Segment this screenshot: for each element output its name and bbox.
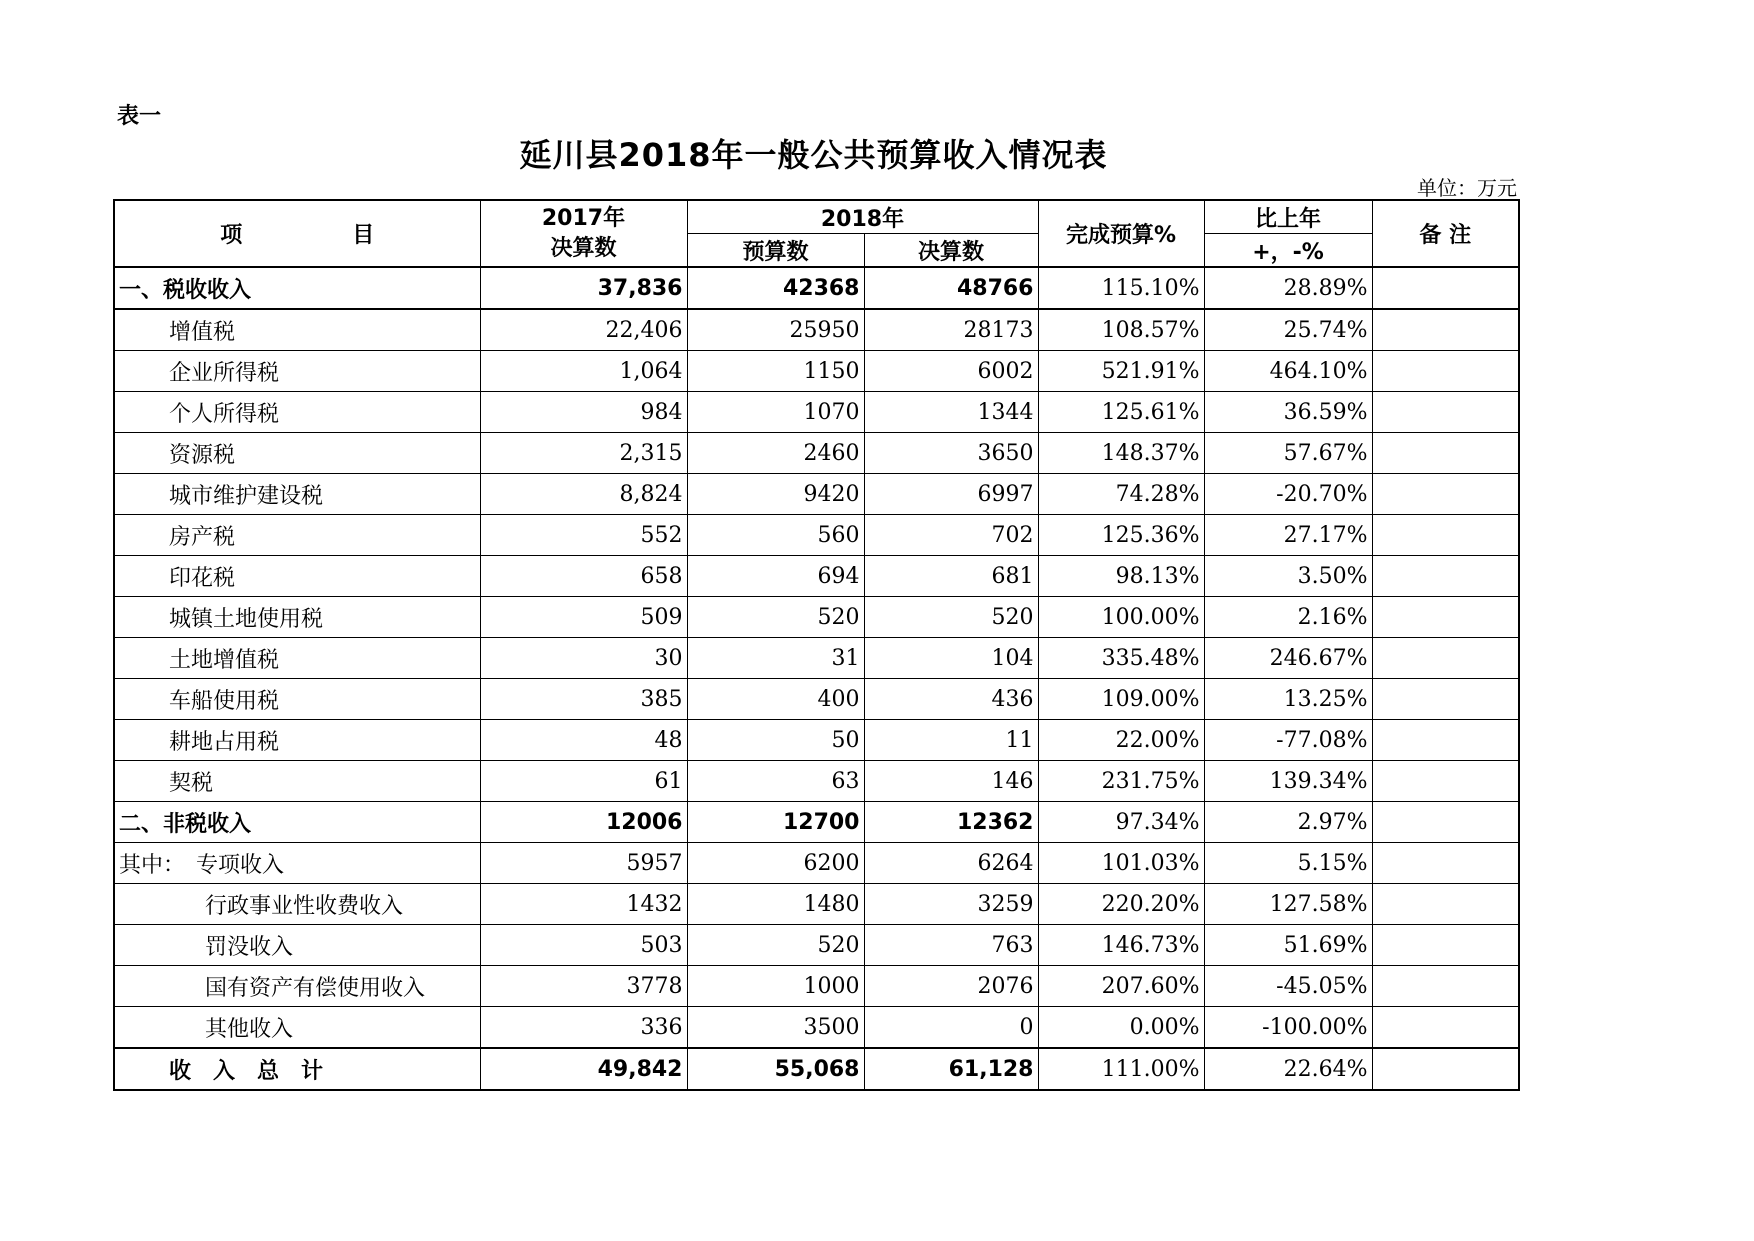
table-row — [114, 433, 1519, 474]
row-2018-budget: 1150 — [687, 351, 864, 392]
row-item-name: 车船使用税 — [114, 679, 480, 720]
row-remark — [1372, 802, 1519, 843]
table-row — [114, 679, 1519, 720]
row-2017-final: 22,406 — [480, 309, 687, 351]
row-item-name: 国有资产有偿使用收入 — [114, 966, 480, 1007]
row-remark — [1372, 597, 1519, 638]
row-2018-actual: 3650 — [864, 433, 1038, 474]
row-remark — [1372, 843, 1519, 884]
row-remark — [1372, 392, 1519, 433]
row-2018-actual: 436 — [864, 679, 1038, 720]
row-2018-budget: 1000 — [687, 966, 864, 1007]
row-completion-pct: 521.91% — [1038, 351, 1204, 392]
row-remark — [1372, 925, 1519, 966]
row-remark — [1372, 309, 1519, 351]
row-2018-budget: 1480 — [687, 884, 864, 925]
header-2018: 2018年 — [687, 200, 1038, 234]
row-remark — [1372, 1007, 1519, 1049]
table-row — [114, 761, 1519, 802]
header-completion: 完成预算% — [1038, 200, 1204, 267]
row-2018-budget: 6200 — [687, 843, 864, 884]
row-completion-pct: 220.20% — [1038, 884, 1204, 925]
row-2017-final: 1432 — [480, 884, 687, 925]
row-remark — [1372, 267, 1519, 309]
row-2018-actual: 104 — [864, 638, 1038, 679]
row-completion-pct: 97.34% — [1038, 802, 1204, 843]
table-body — [114, 267, 1519, 1090]
row-2017-final: 3778 — [480, 966, 687, 1007]
row-2018-actual: 0 — [864, 1007, 1038, 1049]
table-row — [114, 392, 1519, 433]
header-actual: 决算数 — [864, 234, 1038, 268]
row-change-pct: 28.89% — [1204, 267, 1372, 309]
row-2018-budget: 50 — [687, 720, 864, 761]
row-completion-pct: 0.00% — [1038, 1007, 1204, 1049]
row-completion-pct: 111.00% — [1038, 1048, 1204, 1090]
row-change-pct: 127.58% — [1204, 884, 1372, 925]
row-2018-budget: 694 — [687, 556, 864, 597]
page-title: 延川县2018年一般公共预算收入情况表 — [519, 136, 1108, 174]
row-item-name: 个人所得税 — [114, 392, 480, 433]
row-2018-budget: 560 — [687, 515, 864, 556]
row-2017-final: 336 — [480, 1007, 687, 1049]
row-change-pct: 57.67% — [1204, 433, 1372, 474]
row-2018-budget: 520 — [687, 597, 864, 638]
row-completion-pct: 125.36% — [1038, 515, 1204, 556]
row-2018-budget: 520 — [687, 925, 864, 966]
row-2018-actual: 702 — [864, 515, 1038, 556]
row-2017-final: 1,064 — [480, 351, 687, 392]
row-2018-actual: 6002 — [864, 351, 1038, 392]
table-row — [114, 309, 1519, 351]
row-item-name: 罚没收入 — [114, 925, 480, 966]
row-change-pct: 51.69% — [1204, 925, 1372, 966]
row-change-pct: -77.08% — [1204, 720, 1372, 761]
row-2017-final: 48 — [480, 720, 687, 761]
row-completion-pct: 98.13% — [1038, 556, 1204, 597]
row-2018-budget: 31 — [687, 638, 864, 679]
row-2017-final: 30 — [480, 638, 687, 679]
row-item-name: 一、税收收入 — [114, 267, 480, 309]
row-2017-final: 2,315 — [480, 433, 687, 474]
row-2018-actual: 6264 — [864, 843, 1038, 884]
header-vs-last-year: 比上年 — [1204, 200, 1372, 234]
row-item-name: 收 入 总 计 — [114, 1048, 480, 1090]
row-completion-pct: 109.00% — [1038, 679, 1204, 720]
row-2017-final: 984 — [480, 392, 687, 433]
row-2018-budget: 1070 — [687, 392, 864, 433]
row-item-name: 城镇土地使用税 — [114, 597, 480, 638]
table-row — [114, 597, 1519, 638]
table-row — [114, 556, 1519, 597]
revenue-table — [113, 199, 1520, 1091]
row-completion-pct: 74.28% — [1038, 474, 1204, 515]
row-2018-budget: 12700 — [687, 802, 864, 843]
row-2018-budget: 9420 — [687, 474, 864, 515]
row-2018-budget: 55,068 — [687, 1048, 864, 1090]
row-change-pct: 246.67% — [1204, 638, 1372, 679]
row-2018-actual: 11 — [864, 720, 1038, 761]
row-2017-final: 5957 — [480, 843, 687, 884]
table-row — [114, 843, 1519, 884]
row-2018-budget: 42368 — [687, 267, 864, 309]
row-change-pct: -100.00% — [1204, 1007, 1372, 1049]
row-item-name: 印花税 — [114, 556, 480, 597]
header-change-pct: +，-% — [1204, 234, 1372, 268]
row-2018-actual: 28173 — [864, 309, 1038, 351]
row-2017-final: 49,842 — [480, 1048, 687, 1090]
row-change-pct: 139.34% — [1204, 761, 1372, 802]
row-item-name: 契税 — [114, 761, 480, 802]
table-row — [114, 802, 1519, 843]
row-item-name: 土地增值税 — [114, 638, 480, 679]
row-change-pct: 36.59% — [1204, 392, 1372, 433]
row-remark — [1372, 515, 1519, 556]
row-change-pct: 464.10% — [1204, 351, 1372, 392]
row-remark — [1372, 556, 1519, 597]
row-remark — [1372, 638, 1519, 679]
row-completion-pct: 22.00% — [1038, 720, 1204, 761]
row-2018-actual: 6997 — [864, 474, 1038, 515]
table-row — [114, 267, 1519, 309]
table-row — [114, 1048, 1519, 1090]
row-completion-pct: 101.03% — [1038, 843, 1204, 884]
row-remark — [1372, 351, 1519, 392]
table-row — [114, 1007, 1519, 1049]
row-2018-actual: 3259 — [864, 884, 1038, 925]
row-remark — [1372, 761, 1519, 802]
row-item-name: 城市维护建设税 — [114, 474, 480, 515]
row-change-pct: 2.97% — [1204, 802, 1372, 843]
row-change-pct: 13.25% — [1204, 679, 1372, 720]
row-2018-budget: 3500 — [687, 1007, 864, 1049]
row-2017-final: 509 — [480, 597, 687, 638]
header-budget: 预算数 — [687, 234, 864, 268]
row-2017-final: 8,824 — [480, 474, 687, 515]
row-completion-pct: 148.37% — [1038, 433, 1204, 474]
row-remark — [1372, 884, 1519, 925]
row-2017-final: 658 — [480, 556, 687, 597]
row-change-pct: 3.50% — [1204, 556, 1372, 597]
table-row — [114, 720, 1519, 761]
row-completion-pct: 108.57% — [1038, 309, 1204, 351]
row-remark — [1372, 679, 1519, 720]
row-item-name: 其中： 专项收入 — [114, 843, 480, 884]
table-row — [114, 351, 1519, 392]
table-row — [114, 884, 1519, 925]
row-completion-pct: 335.48% — [1038, 638, 1204, 679]
row-2018-actual: 12362 — [864, 802, 1038, 843]
row-2017-final: 503 — [480, 925, 687, 966]
row-remark — [1372, 1048, 1519, 1090]
table-row — [114, 966, 1519, 1007]
table-row — [114, 638, 1519, 679]
row-change-pct: 27.17% — [1204, 515, 1372, 556]
row-2018-actual: 1344 — [864, 392, 1038, 433]
table-row — [114, 925, 1519, 966]
row-item-name: 企业所得税 — [114, 351, 480, 392]
table-row — [114, 515, 1519, 556]
row-2018-actual: 520 — [864, 597, 1038, 638]
row-2017-final: 37,836 — [480, 267, 687, 309]
row-2018-actual: 763 — [864, 925, 1038, 966]
header-2017-final: 2017年 决算数 — [480, 200, 687, 267]
row-completion-pct: 146.73% — [1038, 925, 1204, 966]
row-2018-budget: 400 — [687, 679, 864, 720]
row-item-name: 行政事业性收费收入 — [114, 884, 480, 925]
row-completion-pct: 100.00% — [1038, 597, 1204, 638]
table-number-label: 表一 — [117, 104, 162, 129]
row-2017-final: 552 — [480, 515, 687, 556]
row-2018-budget: 2460 — [687, 433, 864, 474]
row-2018-actual: 2076 — [864, 966, 1038, 1007]
row-2018-actual: 48766 — [864, 267, 1038, 309]
unit-label: 单位：万元 — [1417, 176, 1517, 200]
row-2018-budget: 63 — [687, 761, 864, 802]
row-item-name: 耕地占用税 — [114, 720, 480, 761]
row-2018-actual: 146 — [864, 761, 1038, 802]
row-remark — [1372, 433, 1519, 474]
row-change-pct: -20.70% — [1204, 474, 1372, 515]
row-item-name: 增值税 — [114, 309, 480, 351]
row-item-name: 房产税 — [114, 515, 480, 556]
row-2018-actual: 681 — [864, 556, 1038, 597]
row-item-name: 其他收入 — [114, 1007, 480, 1049]
row-change-pct: 25.74% — [1204, 309, 1372, 351]
row-item-name: 二、非税收入 — [114, 802, 480, 843]
row-2018-budget: 25950 — [687, 309, 864, 351]
row-2017-final: 385 — [480, 679, 687, 720]
row-item-name: 资源税 — [114, 433, 480, 474]
row-change-pct: 5.15% — [1204, 843, 1372, 884]
row-remark — [1372, 966, 1519, 1007]
row-remark — [1372, 474, 1519, 515]
row-completion-pct: 207.60% — [1038, 966, 1204, 1007]
row-change-pct: 2.16% — [1204, 597, 1372, 638]
row-change-pct: 22.64% — [1204, 1048, 1372, 1090]
row-2017-final: 61 — [480, 761, 687, 802]
row-change-pct: -45.05% — [1204, 966, 1372, 1007]
row-completion-pct: 231.75% — [1038, 761, 1204, 802]
table-row — [114, 474, 1519, 515]
row-2018-actual: 61,128 — [864, 1048, 1038, 1090]
row-2017-final: 12006 — [480, 802, 687, 843]
header-item: 项 目 — [114, 200, 480, 267]
header-remark: 备 注 — [1372, 200, 1519, 267]
row-completion-pct: 125.61% — [1038, 392, 1204, 433]
row-remark — [1372, 720, 1519, 761]
row-completion-pct: 115.10% — [1038, 267, 1204, 309]
